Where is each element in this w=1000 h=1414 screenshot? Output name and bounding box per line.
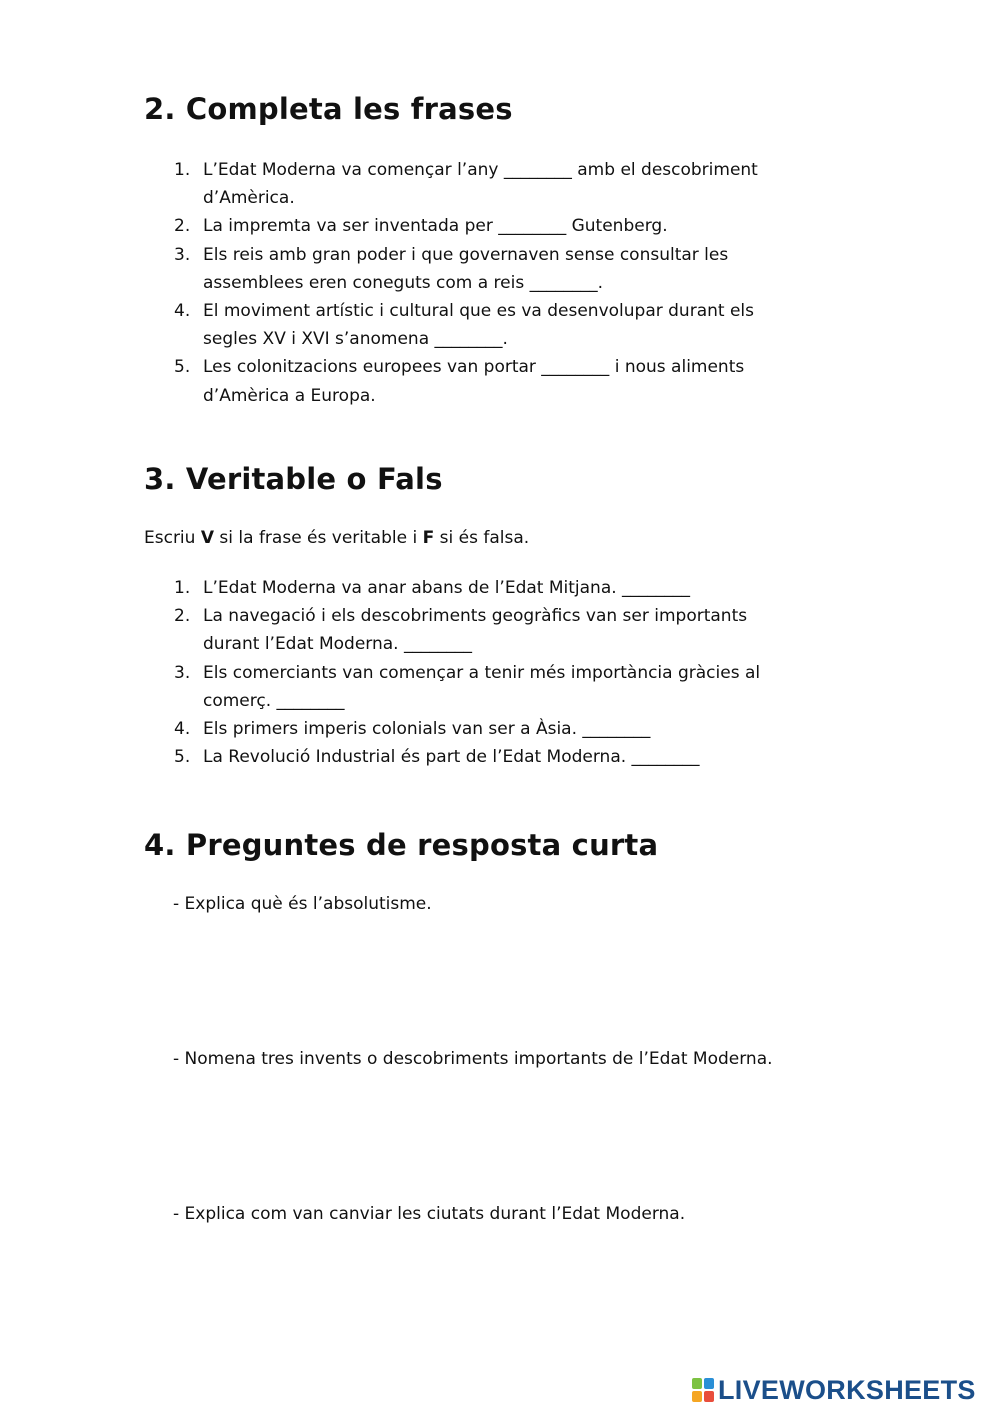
section-true-false	[144, 462, 874, 771]
short-answer-question-3: - Explica com van canviar les ciutats durant l’Edat Moderna.	[173, 1204, 686, 1224]
section-3-list	[144, 574, 874, 771]
list-item	[144, 241, 874, 297]
item-text-line2: assemblees eren coneguts com a reis ________.	[203, 272, 604, 293]
item-text-line2: d’Amèrica.	[203, 188, 295, 209]
instruction-bold-v: V	[200, 528, 215, 548]
item-text-line1: La impremta va ser inventada per ________ Gutenberg.	[203, 216, 668, 237]
item-number: 2.	[174, 606, 191, 627]
item-text-line1: Els primers imperis colonials van ser a Àsia. ________	[203, 719, 651, 740]
instruction-text: si és falsa.	[434, 528, 530, 548]
item-number: 3.	[174, 662, 191, 683]
item-text-line2: comerç. ________	[203, 690, 345, 711]
item-text-line1: Les colonitzacions europees van portar ________ i nous aliments	[203, 357, 745, 378]
instruction-text: Escriu	[144, 528, 201, 548]
item-text-line1: La Revolució Industrial és part de l’Edat Moderna. ________	[203, 747, 700, 768]
item-text-line1: La navegació i els descobriments geogràfics van ser importants	[203, 606, 748, 627]
item-number: 4.	[174, 719, 191, 740]
item-number: 2.	[174, 216, 191, 237]
section-4-title: 4. Preguntes de resposta curta	[144, 828, 659, 862]
item-text-line2: d’Amèrica a Europa.	[203, 385, 376, 406]
item-number: 5.	[174, 357, 191, 378]
item-number: 4.	[174, 301, 191, 322]
liveworksheets-logo	[692, 1376, 976, 1404]
logo-mark-icon	[692, 1378, 714, 1402]
list-item	[144, 574, 874, 602]
list-item	[144, 297, 874, 353]
list-item	[144, 602, 874, 658]
item-number: 1.	[174, 160, 191, 180]
logo-text: LIVEWORKSHEETS	[718, 1374, 976, 1405]
item-number: 1.	[174, 578, 191, 598]
list-item	[144, 212, 874, 240]
list-item	[144, 156, 874, 212]
list-item	[144, 715, 874, 743]
item-text-line1: L’Edat Moderna va començar l’any ________ amb el descobriment	[203, 160, 758, 180]
short-answer-question-1: - Explica què és l’absolutisme.	[173, 894, 432, 914]
item-number: 3.	[174, 244, 191, 265]
section-3-instruction	[144, 524, 874, 552]
item-text-line1: L’Edat Moderna va anar abans de l’Edat Mitjana. ________	[203, 578, 691, 598]
section-complete-sentences	[144, 92, 874, 410]
item-text-line1: El moviment artístic i cultural que es va desenvolupar durant els	[203, 301, 754, 322]
item-text-line2: durant l’Edat Moderna. ________	[203, 634, 472, 655]
instruction-bold-f: F	[422, 528, 435, 548]
item-text-line1: Els reis amb gran poder i que governaven sense consultar les	[203, 244, 729, 265]
instruction-text: si la frase és veritable i	[214, 528, 423, 548]
list-item	[144, 743, 874, 771]
section-2-title: 2. Completa les frases	[144, 92, 513, 126]
short-answer-question-2: - Nomena tres invents o descobriments importants de l’Edat Moderna.	[173, 1049, 773, 1069]
section-2-list	[144, 156, 874, 410]
section-short-answer	[144, 828, 874, 862]
section-3-title: 3. Veritable o Fals	[144, 462, 443, 496]
item-number: 5.	[174, 747, 191, 768]
item-text-line2: segles XV i XVI s’anomena ________.	[203, 329, 508, 350]
list-item	[144, 353, 874, 409]
list-item	[144, 659, 874, 715]
item-text-line1: Els comerciants van començar a tenir més importància gràcies al	[203, 662, 761, 683]
